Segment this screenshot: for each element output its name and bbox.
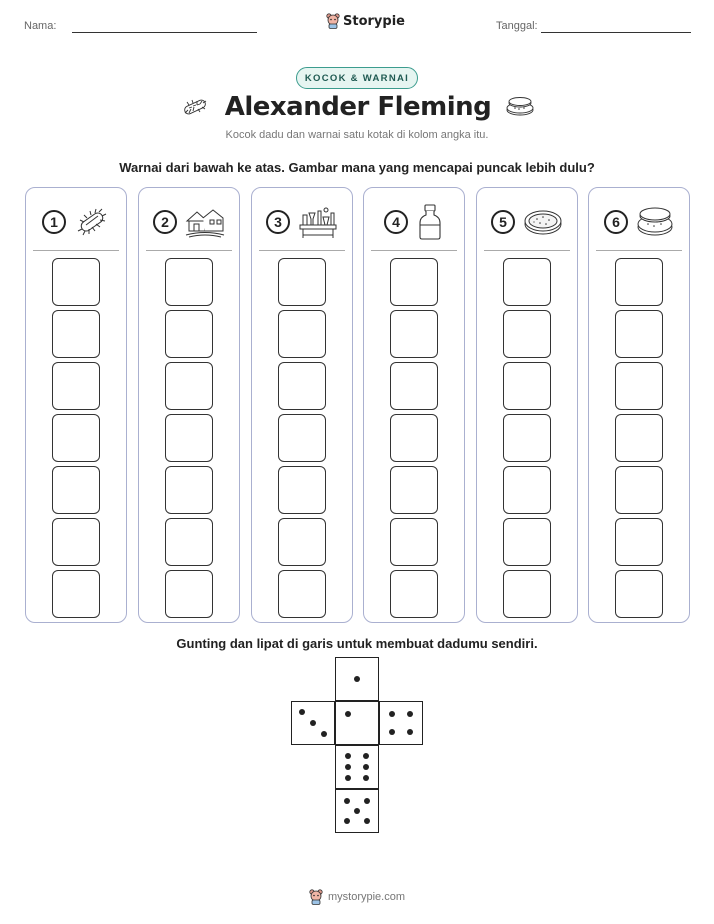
- color-box[interactable]: [52, 310, 100, 358]
- die-pip: [354, 676, 360, 682]
- color-box[interactable]: [390, 466, 438, 514]
- column-5: [476, 187, 578, 623]
- color-box[interactable]: [165, 362, 213, 410]
- title-row: [0, 92, 714, 122]
- die-face: [335, 745, 379, 789]
- color-box[interactable]: [52, 570, 100, 618]
- column-divider: [596, 250, 682, 251]
- color-box[interactable]: [390, 518, 438, 566]
- die-pip: [321, 731, 327, 737]
- column-number: 5: [491, 210, 515, 234]
- column-divider: [484, 250, 570, 251]
- color-box[interactable]: [503, 518, 551, 566]
- color-box[interactable]: [390, 570, 438, 618]
- color-box[interactable]: [165, 466, 213, 514]
- subtitle: Kocok dadu dan warnai satu kotak di kolom angka itu.: [225, 129, 489, 141]
- die-face: [379, 701, 423, 745]
- bacteria-icon: [74, 205, 110, 239]
- column-divider: [146, 250, 232, 251]
- color-box[interactable]: [390, 414, 438, 462]
- die-pip: [364, 798, 370, 804]
- column-header: [139, 202, 239, 242]
- color-box[interactable]: [52, 258, 100, 306]
- bacteria-icon: [179, 96, 211, 118]
- petri-dish-icon: [523, 207, 563, 237]
- color-box[interactable]: [615, 518, 663, 566]
- cut-instruction: Gunting dan lipat di garis untuk membuat dadumu sendiri.: [176, 636, 538, 651]
- date-label: Tanggal:: [496, 20, 538, 32]
- color-box[interactable]: [615, 310, 663, 358]
- column-number: 2: [153, 210, 177, 234]
- brand-logo: [326, 13, 405, 29]
- column-divider: [33, 250, 119, 251]
- color-box[interactable]: [165, 310, 213, 358]
- color-box[interactable]: [615, 258, 663, 306]
- color-box[interactable]: [503, 310, 551, 358]
- bear-mascot-icon: [309, 889, 323, 905]
- color-box[interactable]: [52, 414, 100, 462]
- color-box[interactable]: [615, 362, 663, 410]
- column-header: [477, 202, 577, 242]
- column-header: [364, 202, 464, 242]
- column-divider: [371, 250, 457, 251]
- column-4: [363, 187, 465, 623]
- name-label: Nama:: [24, 20, 57, 32]
- column-6: [588, 187, 690, 623]
- color-box[interactable]: [278, 258, 326, 306]
- column-divider: [259, 250, 345, 251]
- die-pip: [345, 711, 351, 717]
- color-box[interactable]: [165, 518, 213, 566]
- column-number: 3: [266, 210, 290, 234]
- color-box[interactable]: [52, 518, 100, 566]
- color-box[interactable]: [390, 362, 438, 410]
- color-box[interactable]: [52, 362, 100, 410]
- footer-url[interactable]: mystorypie.com: [327, 891, 406, 903]
- color-box[interactable]: [390, 258, 438, 306]
- color-box[interactable]: [503, 466, 551, 514]
- color-box[interactable]: [278, 310, 326, 358]
- column-header: [252, 202, 352, 242]
- color-box[interactable]: [503, 362, 551, 410]
- column-3: [251, 187, 353, 623]
- die-pip: [345, 775, 351, 781]
- lab-table-icon: [298, 205, 338, 239]
- footer: [0, 889, 714, 905]
- culture-dish-icon: [636, 206, 674, 238]
- die-face: [291, 701, 335, 745]
- color-box[interactable]: [615, 570, 663, 618]
- medicine-bottle-icon: [416, 203, 444, 241]
- color-box[interactable]: [503, 570, 551, 618]
- die-pip: [345, 753, 351, 759]
- color-box[interactable]: [278, 570, 326, 618]
- farmhouse-icon: [185, 206, 225, 238]
- column-number: 4: [384, 210, 408, 234]
- die-pip: [364, 818, 370, 824]
- die-pip: [407, 711, 413, 717]
- color-box[interactable]: [278, 362, 326, 410]
- die-pip: [389, 711, 395, 717]
- column-1: [25, 187, 127, 623]
- color-box[interactable]: [503, 258, 551, 306]
- bear-mascot-icon: [326, 13, 340, 29]
- column-number: 1: [42, 210, 66, 234]
- die-pip: [299, 709, 305, 715]
- color-box[interactable]: [615, 414, 663, 462]
- brand-name: Storypie: [343, 13, 405, 29]
- color-box[interactable]: [503, 414, 551, 462]
- die-pip: [354, 808, 360, 814]
- name-line[interactable]: [72, 32, 257, 33]
- culture-dish-icon: [505, 96, 535, 118]
- die-pip: [345, 764, 351, 770]
- column-number: 6: [604, 210, 628, 234]
- instruction: Warnai dari bawah ke atas. Gambar mana yang mencapai puncak lebih dulu?: [119, 160, 595, 175]
- die-face: [335, 701, 379, 745]
- die-pip: [344, 798, 350, 804]
- die-pip: [363, 764, 369, 770]
- column-header: [26, 202, 126, 242]
- color-box[interactable]: [278, 414, 326, 462]
- die-pip: [389, 729, 395, 735]
- die-pip: [310, 720, 316, 726]
- die-pip: [363, 775, 369, 781]
- column-2: [138, 187, 240, 623]
- die-pip: [407, 729, 413, 735]
- color-box[interactable]: [165, 570, 213, 618]
- die-face: [335, 789, 379, 833]
- color-box[interactable]: [165, 258, 213, 306]
- color-box[interactable]: [52, 466, 100, 514]
- die-face: [335, 657, 379, 701]
- die-pip: [344, 818, 350, 824]
- die-pip: [363, 753, 369, 759]
- column-header: [589, 202, 689, 242]
- color-box[interactable]: [615, 466, 663, 514]
- color-box[interactable]: [278, 466, 326, 514]
- color-box[interactable]: [278, 518, 326, 566]
- date-line[interactable]: [541, 32, 691, 33]
- color-box[interactable]: [390, 310, 438, 358]
- page-title: Alexander Fleming: [224, 92, 492, 122]
- activity-badge: KOCOK & WARNAI: [296, 67, 418, 89]
- color-box[interactable]: [165, 414, 213, 462]
